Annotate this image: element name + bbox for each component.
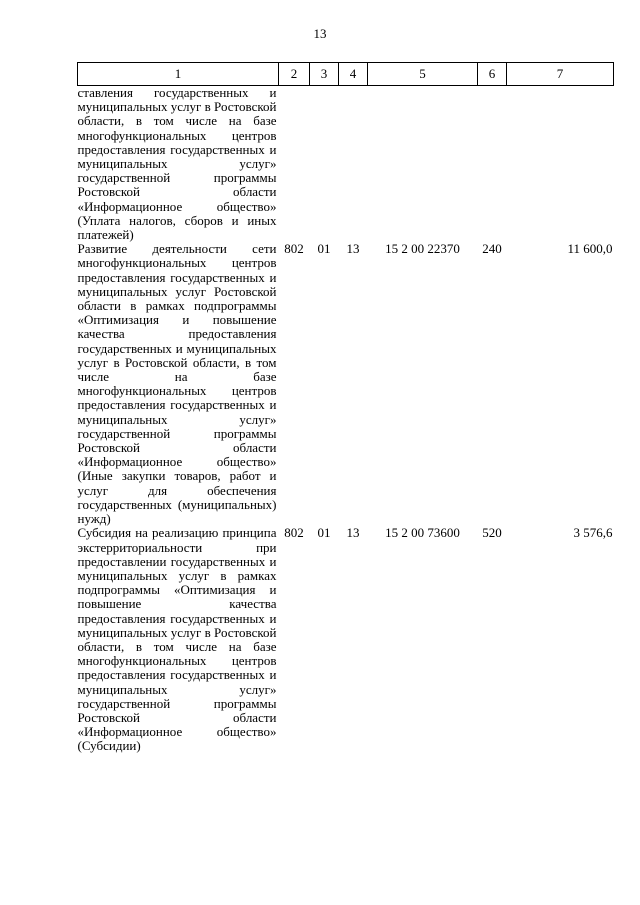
row-amount: 11 600,0: [567, 241, 613, 257]
column-header-1: 1: [78, 63, 279, 86]
header-row: [78, 63, 614, 86]
row-amount: [507, 86, 614, 243]
table-row: [78, 526, 614, 753]
page-number: 13: [313, 26, 327, 41]
table-header: [78, 63, 614, 86]
row-expense-type: 240: [482, 241, 502, 257]
column-header-7: 7: [507, 63, 614, 86]
row-expense-type: [478, 86, 507, 243]
row-target-article: 15 2 00 73600: [385, 525, 460, 541]
row-subsection: 13: [346, 241, 360, 257]
table-body: [78, 86, 614, 754]
row-amount: 3 576,6: [573, 525, 613, 541]
row-section: 01: [317, 241, 331, 257]
row-section: [310, 86, 339, 243]
row-description: ставления государственных и муниципальных услуг в Ростовской области, в том числе на базе многофункциональных центров предоставления государственных и муниципальных услуг» государственной программы Ростовской области «Информационное общество» (Уплата налогов, сборов и иных платежей): [77, 85, 277, 243]
row-description: Развитие деятельности сети многофункциональных центров предоставления государственных и муниципальных услуг Ростовской области в рамках подпрограммы «Оптимизация и повышение качества предоставления государственных и муниципальных услуг в Ростовской области, в том числе на базе многофункциональных центров предоставления государственных и муниципальных услуг» государственной программы Ростовской области «Информационное общество» (Иные закупки товаров, работ и услуг для обеспечения государственных (муниципальных) нужд): [77, 241, 277, 527]
row-target-article: [368, 86, 478, 243]
column-header-5: 5: [368, 63, 478, 86]
column-header-3: 3: [310, 63, 339, 86]
table-row: [78, 242, 614, 526]
table-row: [78, 86, 614, 243]
column-header-6: 6: [478, 63, 507, 86]
budget-table: [77, 62, 614, 754]
row-subsection: 13: [346, 525, 360, 541]
row-section: 01: [317, 525, 331, 541]
row-description: Субсидия на реализацию принципа экстерриториальности при предоставлении государственных и муниципальных услуг в рамках подпрограммы «Оптимизация и повышение качества предоставления государственных и муниципальных услуг в Ростовской области, в том числе на базе многофункциональных центров предоставления государственных и муниципальных услуг» государственной программы Ростовской области «Информационное общество» (Субсидии): [77, 525, 277, 754]
row-subsection: [339, 86, 368, 243]
row-expense-type: 520: [482, 525, 502, 541]
row-ministry: 802: [284, 525, 304, 541]
column-header-4: 4: [339, 63, 368, 86]
row-ministry: 802: [284, 241, 304, 257]
column-header-2: 2: [279, 63, 310, 86]
row-ministry: [279, 86, 310, 243]
row-target-article: 15 2 00 22370: [385, 241, 460, 257]
